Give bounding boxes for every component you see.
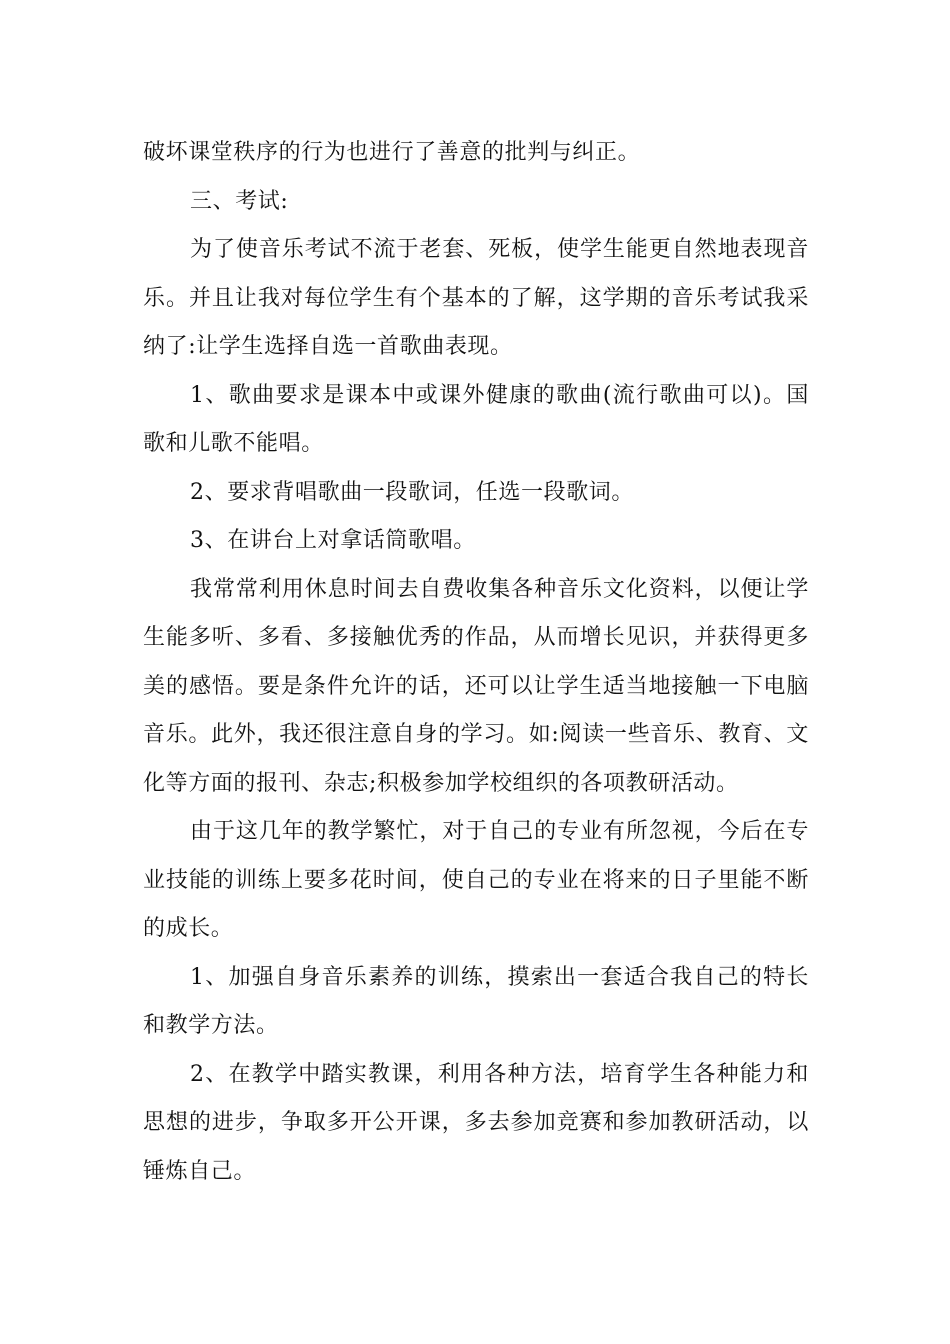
list-item: 2、要求背唱歌曲一段歌词，任选一段歌词。: [190, 479, 634, 505]
list-item: 1、歌曲要求是课本中或课外健康的歌曲(流行歌曲可以)。国歌和儿歌不能唱。: [143, 382, 809, 456]
paragraph: 为了使音乐考试不流于老套、死板，使学生能更自然地表现音乐。并且让我对每位学生有个基本的了解，这学期的音乐考试我采纳了:让学生选择自选一首歌曲表现。: [143, 237, 809, 359]
list-item: 1、加强自身音乐素养的训练，摸索出一套适合我自己的特长和教学方法。: [143, 964, 809, 1038]
list-item: 3、在讲台上对拿话筒歌唱。: [190, 528, 476, 553]
paragraph: 由于这几年的教学繁忙，对于自己的专业有所忽视，今后在专业技能的训练上要多花时间，使自己的专业在将来的日子里能不断的成长。: [143, 819, 809, 941]
document-body: [143, 129, 809, 1196]
paragraph: 我常常利用休息时间去自费收集各种音乐文化资料，以便让学生能多听、多看、多接触优秀的作品，从而增长见识，并获得更多美的感悟。要是条件允许的话，还可以让学生适当地接触一下电脑音乐。此外，我还很注意自身的学习。如:阅读一些音乐、教育、文化等方面的报刊、杂志;积极参加学校组织的各项教研活动。: [143, 576, 809, 796]
section-heading: 三、考试:: [190, 188, 289, 214]
list-item: 2、在教学中踏实教课，利用各种方法，培育学生各种能力和思想的进步，争取多开公开课，多去参加竞赛和参加教研活动，以锤炼自己。: [143, 1061, 809, 1184]
paragraph: 破坏课堂秩序的行为也进行了善意的批判与纠正。: [143, 140, 641, 165]
